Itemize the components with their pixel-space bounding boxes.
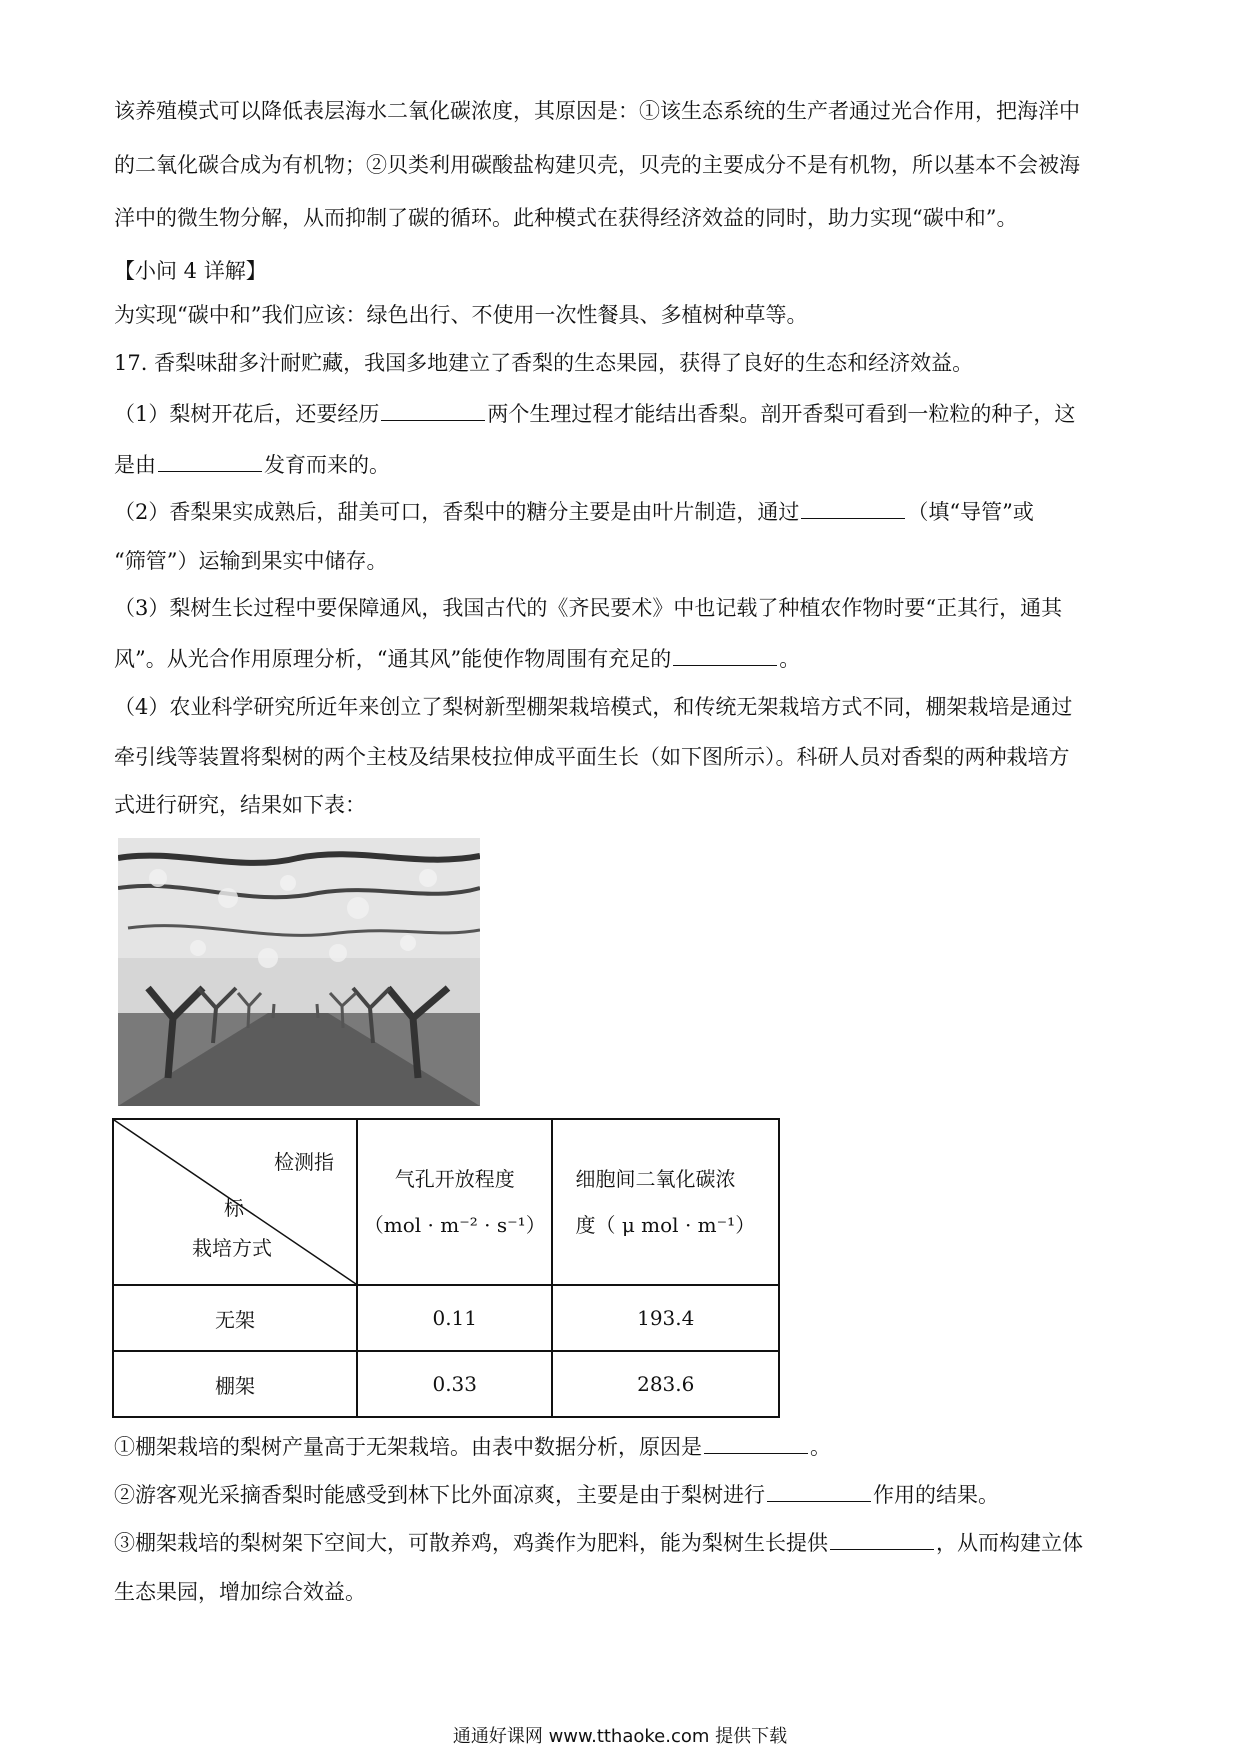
answer-blank[interactable] [830,1527,934,1550]
diagonal-header-cell [113,1119,357,1285]
sub-question-line: 生态果园，增加综合效益。 [114,1580,366,1604]
question-2-line: “筛管”）运输到果实中储存。 [114,549,388,573]
table-cell: 193.4 [552,1285,779,1351]
question-4-line: 式进行研究，结果如下表： [114,793,366,817]
answer-blank[interactable] [801,496,905,519]
question-2-line: （2）香梨果实成熟后，甜美可口，香梨中的糖分主要是由叶片制造，通过 （填“导管”或 [114,496,1034,527]
column-header: 细胞间二氧化碳浓 度（ μ mol · m⁻¹） [552,1119,779,1285]
section-heading: 【小问 4 详解】 [114,259,267,283]
column-header: 气孔开放程度 （mol · m⁻² · s⁻¹） [357,1119,552,1285]
question-3-line: （3）梨树生长过程中要保障通风，我国古代的《齐民要术》中也记载了种植农作物时要“正其行，通其 [114,596,1063,620]
paragraph-line: 洋中的微生物分解，从而抑制了碳的循环。此种模式在获得经济效益的同时，助力实现“碳中和”。 [114,206,1018,230]
table-row [113,1285,779,1351]
header-indicator-label-cont: 标 [224,1196,244,1220]
sub-question-line: ①棚架栽培的梨树产量高于无架栽培。由表中数据分析，原因是 。 [114,1431,831,1462]
table-header-row [113,1119,779,1285]
table-cell: 0.33 [357,1351,552,1417]
row-label: 棚架 [113,1351,357,1417]
question-4-line: 牵引线等装置将梨树的两个主枝及结果枝拉伸成平面生长（如下图所示）。科研人员对香梨的两种栽培方 [114,745,1070,769]
data-table [112,1118,780,1418]
answer-blank[interactable] [767,1479,871,1502]
question-4-line: （4）农业科学研究所近年来创立了梨树新型棚架栽培模式，和传统无架栽培方式不同，棚架栽培是通过 [114,695,1073,719]
question-1-line: 是由 发育而来的。 [114,449,390,480]
pear-orchard-photo [118,838,480,1106]
question-1-line: （1）梨树开花后，还要经历 两个生理过程才能结出香梨。剖开香梨可看到一粒粒的种子，这 [114,398,1075,429]
paragraph-line: 为实现“碳中和”我们应该：绿色出行、不使用一次性餐具、多植树种草等。 [114,303,808,327]
question-stem: 17. 香梨味甜多汁耐贮藏，我国多地建立了香梨的生态果园，获得了良好的生态和经济效益。 [114,351,974,375]
row-label: 无架 [113,1285,357,1351]
page-footer: 通通好课网 www.tthaoke.com 提供下载 [452,1726,788,1747]
question-3-line: 风”。从光合作用原理分析，“通其风”能使作物周围有充足的 。 [114,643,800,674]
paragraph-line: 该养殖模式可以降低表层海水二氧化碳浓度，其原因是：①该生态系统的生产者通过光合作用，把海洋中 [114,99,1080,123]
table-cell: 0.11 [357,1285,552,1351]
paragraph-line: 的二氧化碳合成为有机物；②贝类利用碳酸盐构建贝壳，贝壳的主要成分不是有机物，所以基本不会被海 [114,153,1080,177]
answer-blank[interactable] [673,643,777,666]
header-method-label: 栽培方式 [192,1236,272,1260]
header-indicator-label: 检测指 [274,1150,334,1174]
sub-question-line: ③棚架栽培的梨树架下空间大，可散养鸡，鸡粪作为肥料，能为梨树生长提供 ，从而构建立体 [114,1527,1083,1558]
sub-question-line: ②游客观光采摘香梨时能感受到林下比外面凉爽，主要是由于梨树进行 作用的结果。 [114,1479,999,1510]
answer-blank[interactable] [704,1431,808,1454]
table-cell: 283.6 [552,1351,779,1417]
answer-blank[interactable] [158,449,262,472]
answer-blank[interactable] [381,398,485,421]
table-row [113,1351,779,1417]
